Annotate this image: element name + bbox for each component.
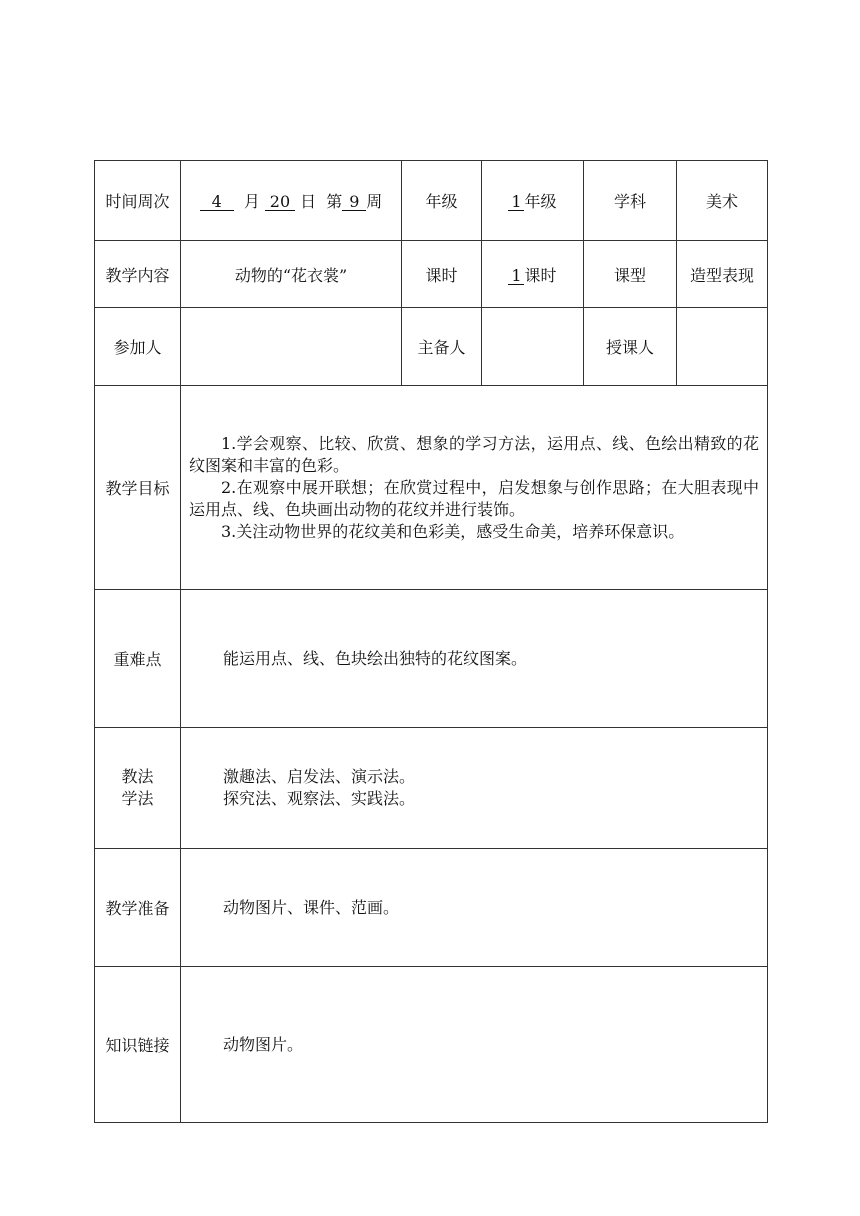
learning-methods: 探究法、观察法、实践法。 xyxy=(223,789,416,808)
teacher-label: 授课人 xyxy=(584,308,677,386)
methods-label-learning: 学法 xyxy=(121,789,154,808)
key-points-value: 能运用点、线、色块绘出独特的花纹图案。 xyxy=(223,648,528,668)
participants-label: 参加人 xyxy=(95,308,181,386)
month-unit: 月 xyxy=(243,192,260,211)
month-value: 4 xyxy=(200,193,234,211)
row-preparation xyxy=(95,849,768,967)
row-time xyxy=(95,161,768,241)
grade-unit: 年级 xyxy=(524,192,557,211)
teaching-methods: 激趣法、启发法、演示法。 xyxy=(223,767,416,786)
row-goals xyxy=(95,386,768,590)
week-unit: 周 xyxy=(366,192,383,211)
day-value: 20 xyxy=(265,193,295,211)
row-content xyxy=(95,241,768,308)
week-value: 9 xyxy=(342,193,366,211)
preparation-value: 动物图片、课件、范画。 xyxy=(223,897,400,917)
methods-label xyxy=(95,728,181,849)
row-knowledge xyxy=(95,967,768,1123)
period-value: 1 xyxy=(508,267,524,285)
type-value: 造型表现 xyxy=(677,241,768,308)
content-value: 动物的“花衣裳” xyxy=(181,241,402,308)
goal-item-2: 2.在观察中展开联想；在欣赏过程中，启发想象与创作思路；在大胆表现中运用点、线、色块画出动物的花纹并进行装饰。 xyxy=(189,477,759,519)
lead-label: 主备人 xyxy=(402,308,482,386)
participants-value xyxy=(181,308,402,386)
type-label: 课型 xyxy=(584,241,677,308)
row-key-points xyxy=(95,590,768,728)
subject-value: 美术 xyxy=(677,161,768,241)
goal-item-3: 3.关注动物世界的花纹美和色彩美，感受生命美，培养环保意识。 xyxy=(221,521,685,541)
content-label: 教学内容 xyxy=(95,241,181,308)
teacher-value xyxy=(677,308,768,386)
time-label: 时间周次 xyxy=(95,161,181,241)
knowledge-label: 知识链接 xyxy=(95,967,181,1123)
row-participants xyxy=(95,308,768,386)
time-value xyxy=(181,161,402,241)
period-unit: 课时 xyxy=(524,265,557,285)
goals-label: 教学目标 xyxy=(95,386,181,590)
period-label: 课时 xyxy=(402,241,482,308)
grade-value: 1 xyxy=(508,193,524,211)
knowledge-value: 动物图片。 xyxy=(223,1034,304,1054)
knowledge-content xyxy=(181,967,768,1123)
period-cell xyxy=(482,241,584,308)
row-methods xyxy=(95,728,768,849)
preparation-label: 教学准备 xyxy=(95,849,181,967)
grade-label: 年级 xyxy=(402,161,482,241)
lead-value xyxy=(482,308,584,386)
methods-label-teaching: 教法 xyxy=(121,767,154,786)
subject-label: 学科 xyxy=(584,161,677,241)
goal-item-1: 1.学会观察、比较、欣赏、想象的学习方法，运用点、线、色绘出精致的花纹图案和丰富的色彩。 xyxy=(189,433,759,475)
key-points-content xyxy=(181,590,768,728)
key-points-label: 重难点 xyxy=(95,590,181,728)
methods-content xyxy=(181,728,768,849)
day-unit: 日 xyxy=(300,192,317,211)
lesson-plan-table xyxy=(94,160,768,1123)
grade-cell xyxy=(482,161,584,241)
week-prefix: 第 xyxy=(326,192,343,211)
preparation-content xyxy=(181,849,768,967)
goals-content xyxy=(181,386,768,590)
